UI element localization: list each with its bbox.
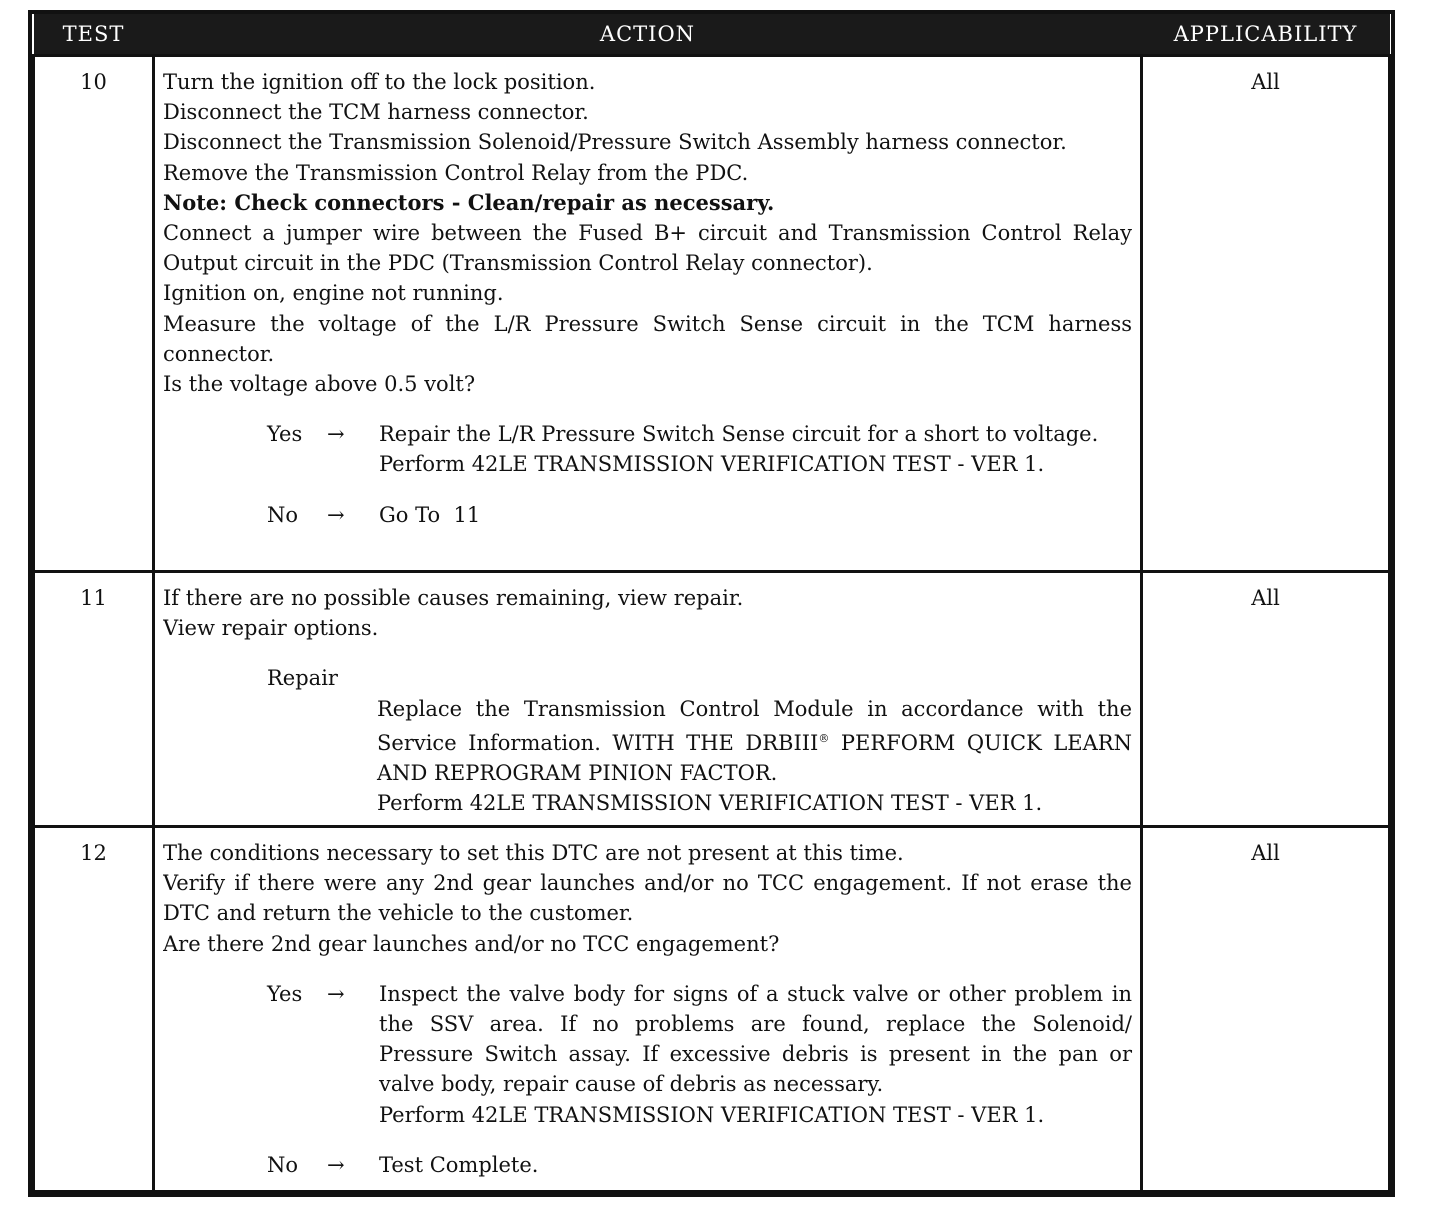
yes-result bbox=[379, 979, 1132, 1130]
table-header-row bbox=[34, 14, 1390, 56]
no-result: Test Complete. bbox=[379, 1152, 539, 1177]
action-question: Are there 2nd gear launches and/or no TCC engagement? bbox=[163, 931, 780, 956]
action-step: Connect a jumper wire between the Fused B+ circuit and Transmission Control Relay Output circuit in the PDC (Transmission Control Relay connector). bbox=[163, 221, 1132, 276]
no-label: No bbox=[267, 1152, 299, 1177]
yes-label: Yes bbox=[267, 981, 303, 1006]
action-step: Verify if there were any 2nd gear launches and/or no TCC engagement. If not erase the DTC and return the vehicle to the customer. bbox=[163, 871, 1132, 926]
diagnostic-test-table bbox=[32, 14, 1391, 1193]
yes-result-line: Inspect the valve body for signs of a stuck valve or other problem in the SSV area. If no problems are found, replace the Solenoid/ Pressure Switch assay. If excessive debris is present in the pan or valve body, repair cause of debris as necessary. bbox=[379, 981, 1132, 1097]
header-applicability: APPLICABILITY bbox=[1142, 14, 1390, 56]
yes-result bbox=[379, 419, 1132, 479]
action-step: The conditions necessary to set this DTC are not present at this time. bbox=[163, 841, 904, 865]
yes-outcome bbox=[267, 979, 1132, 1130]
repair-text bbox=[377, 694, 1132, 789]
action-step: Turn the ignition off to the lock position. bbox=[163, 70, 596, 94]
repair-label: Repair bbox=[267, 666, 338, 691]
action-step: Disconnect the TCM harness connector. bbox=[163, 100, 589, 125]
test-number: 12 bbox=[34, 827, 154, 1192]
yes-outcome bbox=[267, 419, 1132, 479]
repair-instructions bbox=[377, 694, 1132, 819]
action-step: Measure the voltage of the L/R Pressure Switch Sense circuit in the TCM harness connector. bbox=[163, 311, 1132, 366]
no-outcome bbox=[267, 500, 1132, 530]
test-number: 11 bbox=[34, 572, 154, 827]
right-arrow-icon: → bbox=[327, 422, 345, 447]
repair-text-part: Replace the Transmission Control Module in accordance with the Service Information. WITH THE DRBIII bbox=[377, 696, 1132, 755]
action-cell bbox=[154, 572, 1142, 827]
right-arrow-icon: → bbox=[327, 981, 345, 1006]
right-arrow-icon: → bbox=[327, 1152, 345, 1177]
no-label: No bbox=[267, 502, 299, 527]
test-number: 10 bbox=[34, 56, 154, 572]
action-step: View repair options. bbox=[163, 616, 379, 641]
action-cell bbox=[154, 827, 1142, 1192]
diagnostic-table-sheet bbox=[28, 10, 1395, 1197]
yes-result-line: Perform 42LE TRANSMISSION VERIFICATION TEST - VER 1. bbox=[379, 1102, 1045, 1127]
table-row-test-12 bbox=[34, 827, 1390, 1192]
action-step: If there are no possible causes remaining, view repair. bbox=[163, 586, 744, 610]
header-test: TEST bbox=[34, 14, 154, 56]
yes-result-line: Perform 42LE TRANSMISSION VERIFICATION TEST - VER 1. bbox=[379, 452, 1045, 477]
yes-result-line: Repair the L/R Pressure Switch Sense circuit for a short to voltage. bbox=[379, 422, 1099, 447]
applicability-value: All bbox=[1142, 572, 1390, 827]
no-outcome bbox=[267, 1150, 1132, 1180]
repair-text-part: PERFORM QUICK LEARN AND REPROGRAM PINION FACTOR. bbox=[377, 730, 1132, 786]
action-note: Note: Check connectors - Clean/repair as necessary. bbox=[163, 189, 775, 215]
action-step: Ignition on, engine not running. bbox=[163, 281, 504, 306]
right-arrow-icon: → bbox=[327, 502, 345, 527]
repair-section bbox=[267, 663, 1132, 818]
action-step: Remove the Transmission Control Relay from the PDC. bbox=[163, 160, 749, 185]
repair-verify: Perform 42LE TRANSMISSION VERIFICATION TEST - VER 1. bbox=[377, 791, 1043, 816]
table-row-test-11 bbox=[34, 572, 1390, 827]
applicability-value: All bbox=[1142, 827, 1390, 1192]
table-row-test-10 bbox=[34, 56, 1390, 572]
registered-mark: ® bbox=[818, 731, 830, 745]
applicability-value: All bbox=[1142, 56, 1390, 572]
action-step: Disconnect the Transmission Solenoid/Pressure Switch Assembly harness connector. bbox=[163, 130, 1067, 155]
action-cell bbox=[154, 56, 1142, 572]
header-action: ACTION bbox=[154, 14, 1142, 56]
yes-label: Yes bbox=[267, 422, 303, 447]
no-result: Go To 11 bbox=[379, 502, 481, 527]
action-question: Is the voltage above 0.5 volt? bbox=[163, 372, 476, 397]
